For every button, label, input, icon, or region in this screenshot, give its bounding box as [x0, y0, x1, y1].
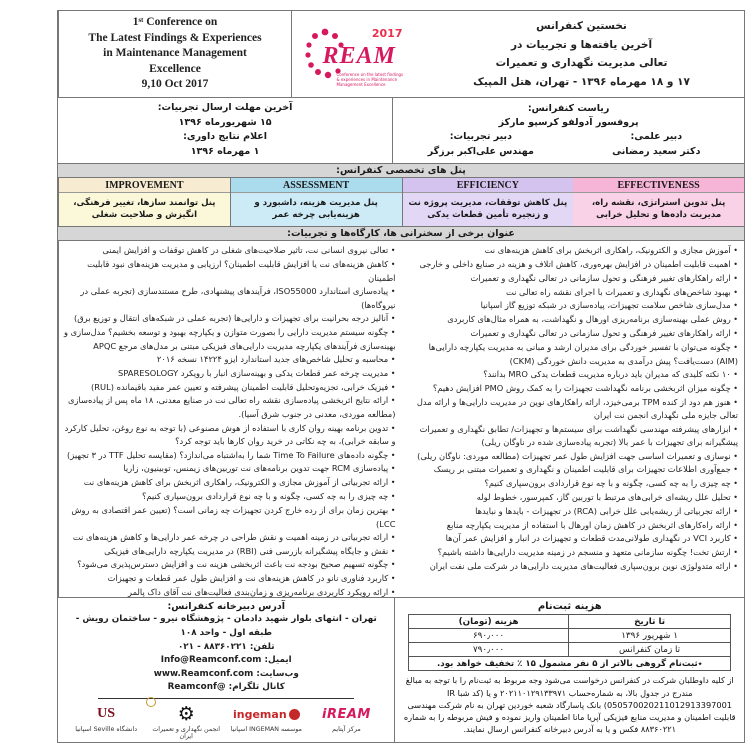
scientific-secretary-name: دکتر سعید رمضانی: [612, 145, 701, 157]
sponsor-logo-icon: iREAM: [322, 706, 371, 722]
registration-fee-cell: [394, 598, 744, 742]
address-line: تهران - انتهای بلوار شهید دادمان - پژوهشگاه نیرو - ساختمان رویش -: [75, 614, 377, 625]
topics-row: [58, 241, 744, 598]
fee-col-date: تا تاریخ: [568, 615, 730, 629]
address-line: وب‌سایت: www.Reamconf.com: [153, 668, 299, 679]
topics-section-header: عنوان برخی از سخنرانی ها، کارگاه‌ها و تجربیات:: [58, 227, 744, 241]
bottom-row: [58, 598, 744, 742]
topic-item: • چه چیزی را به چه کسی، چگونه و با چه نوع قراردادی برون‌سپاری کنیم؟: [63, 490, 396, 504]
secretariat-address-cell: [58, 598, 394, 742]
panels-section-header: پنل های تخصصی کنفرانس:: [58, 164, 744, 178]
topic-item: • تعالی نیروی انسانی نت، تاثیر صلاحیت‌های شغلی در کاهش توقفات و افزایش ایمنی: [63, 244, 396, 258]
panel-description: پنل مدیریت هزینه، داشبورد و هزینه‌یابی چرخه عمر: [231, 193, 402, 227]
topic-item: • هنوز هم دود از کنده TPM برمی‌خیزد، ارائه راهکارهای نوین در مدیریت دارایی‌ها و ارائه مدل تعالی جایزه ملی نگهداری انجمن نت ایران: [406, 396, 739, 423]
sponsor-logo-icon: ⚙: [177, 703, 195, 726]
title-line: آخرین یافته‌ها و تجربیات در: [510, 38, 653, 51]
topic-item: • ارائه راهکارهای تغییر فرهنگی و تحول سازمانی در تعالی نگهداری و تعمیرات: [406, 272, 739, 286]
fees-title: هزینه ثبت‌نام: [537, 601, 602, 613]
fee-col-cost: هزینه (تومان): [409, 615, 569, 629]
sponsor-logos-row: [66, 703, 386, 740]
topic-item: • ارائه رویکرد کاربردی برنامه‌ریزی و زمان‌بندی فعالیت‌های نت آقای داک پالمر: [63, 586, 396, 597]
sponsor-logo-icon: US: [66, 703, 146, 725]
address-line: تلفن: ۸۸۳۶۰۲۲۱ - ۰۲۱: [177, 641, 275, 652]
address-line: ایمیل: Info@Reamconf.com: [160, 655, 292, 666]
topics-right-column: [402, 241, 745, 597]
topic-item: • فیزیک خرابی، تجزیه‌وتحلیل قابلیت اطمینان پیشرفته و تعیین عمر مفید باقیمانده (RUL): [63, 381, 396, 395]
divider: [98, 698, 354, 699]
deadlines-cell: [58, 98, 392, 162]
topic-item: • بهترین زمان برای از رده خارج کردن تجهیزات چه زمانی است؟ (تعیین عمر اقتصادی به روش LCC): [63, 504, 396, 531]
panel-improvement: [58, 178, 230, 227]
chairs-cell: [392, 98, 744, 162]
fee-cost: ۷۹۰٫۰۰۰: [409, 643, 569, 657]
topic-item: • نقش و جایگاه پیشگیرانه بازرسی فنی (RBI) در مدیریت یکپارچه دارایی‌های فیزیکی: [63, 545, 396, 559]
logo-subtitle: Conference on the latest findings & experiences in Maintenance Management Excellence: [336, 71, 404, 87]
title-line: تعالی مدیریت نگهداری و تعمیرات: [495, 57, 668, 70]
topic-item: • ارائه راه‌کارهای اثربخش در کاهش زمان اورهال با استفاده از مدیریت یکپارچه منابع: [406, 519, 739, 533]
header-row: [58, 11, 744, 98]
experience-secretary-name: مهندس علی‌اکبر برزگر: [427, 145, 534, 157]
panel-description: پنل کاهش توقفات، مدیریت پروژه نت و زنجیره تأمین قطعات یدکی: [403, 193, 574, 227]
topic-item: • جمع‌آوری اطلاعات تجهیزات برای قابلیت اطمینان و نگهداری و تعمیرات مبتنی بر ریسک: [406, 463, 739, 477]
topic-item: • ابزارهای پیشرفته مهندسی نگهداشت برای سیستم‌ها و تجهیزات/ تطابق نگهداری و تعمیرات پیشگیرانه برای تجهیزات با عمر بالا (تجربه پیاده‌سازی شده در ناوگان ریلی): [406, 423, 739, 450]
panel-effectiveness: [573, 178, 744, 227]
topic-item: • ارائه راهکارهای تغییر فرهنگی و تحول سازمانی در تعالی نگهداری و تعمیرات: [406, 327, 739, 341]
conference-title-english: [58, 11, 291, 97]
address-title: آدرس دبیرخانه کنفرانس:: [167, 601, 285, 613]
title-line: The Latest Findings & Experiences: [88, 31, 262, 44]
topic-item: • مدیریت چرخه عمر قطعات یدکی و بهینه‌سازی انبار با رویکرد SPARESOLOGY: [63, 367, 396, 381]
topics-left-column: [58, 241, 402, 597]
deadline-label: آخرین مهلت ارسال تجربیات:: [157, 102, 293, 114]
sponsor-name: موسسه INGEMAN اسپانیا: [230, 726, 302, 734]
fee-cost: ۶۹۰٫۰۰۰: [409, 629, 569, 643]
panel-title: EFFECTIVENESS: [573, 178, 744, 193]
table-row: [409, 657, 731, 671]
address-line: کانال تلگرام: @Reamconf: [167, 682, 285, 693]
results-value: ۱ مهرماه ۱۳۹۶: [190, 146, 260, 158]
topic-item: • مدل‌سازی شاخص سلامت تجهیزات، پیاده‌سازی در شبکه توزیع گاز اسپانیا: [406, 299, 739, 313]
topic-item: • روش عملی بهینه‌سازی برنامه‌ریزی اورهال و نگهداشت، به همراه مثال‌های کاربردی: [406, 313, 739, 327]
title-line: 1ˢᵗ Conference on: [132, 16, 218, 29]
topic-item: • نوسازی و تعمیرات اساسی جهت افزایش طول عمر تجهیزات (مطالعه موردی: ناوگان ریلی): [406, 450, 739, 464]
topic-item: • پیاده‌سازی RCM جهت تدوین برنامه‌های نت توربین‌های زیمنس، توبینیون، زاریا: [63, 462, 396, 476]
topic-item: • اهمیت قابلیت اطمینان در افزایش بهره‌وری، کاهش اتلاف و هزینه در صنایع داخلی و خارجی: [406, 258, 739, 272]
title-line: 9,10 Oct 2017: [141, 78, 209, 91]
topic-item: • چگونه می‌توان با تفسیر خوردگی برای مدیران ارشد و مبانی به مدیریت یکپارچه دارایی‌ها (AIM) دست‌یافت؟ پیش درآمدی به مدیریت دانش خوردگی (CKM): [406, 341, 739, 368]
fee-date: ۱ شهریور ۱۳۹۶: [568, 629, 730, 643]
sponsor-name: دانشگاه Seville اسپانیا: [75, 726, 137, 734]
topic-item: • آموزش مجازی و الکترونیک، راهکاری اثربخش برای کاهش هزینه‌های نت: [406, 244, 739, 258]
topic-item: • کاربرد VCI در نگهداری طولانی‌مدت قطعات و تجهیزات در انبار و افزایش عمر آن‌ها: [406, 532, 739, 546]
conference-poster: [57, 10, 745, 743]
panel-title: ASSESSMENT: [231, 178, 402, 193]
topic-item: • ارائه نتایج اثربخشی پیاده‌سازی نقشه راه تعالی نت در صنایع معدنی، ۱۸ ماه پس از پیاده‌سازی (مطالعه موردی، معدنی در جنوب شرق آسیا).: [63, 394, 396, 421]
sponsor-name: مرکز آپتایم: [332, 726, 361, 734]
scientific-secretary-label: دبیر علمی:: [630, 131, 683, 143]
topic-item: • کاربرد فناوری نانو در کاهش هزینه‌های نت و افزایش طول عمر قطعات و تجهیزات: [63, 572, 396, 586]
topic-item: • محاسبه و تحلیل شاخص‌های جدید استاندارد ایزو ۱۴۲۲۴ نسخه ۲۰۱۶: [63, 353, 396, 367]
table-row: [409, 643, 731, 657]
sponsor-logo-icon: ingeman: [226, 703, 306, 725]
panel-title: EFFICIENCY: [403, 178, 574, 193]
topic-item: • چه چیزی را به چه کسی، چگونه و با چه نوع قراردادی برون‌سپاری کنیم؟: [406, 477, 739, 491]
sponsor-1: [306, 703, 386, 733]
title-line: ۱۷ و ۱۸ مهرماه ۱۳۹۶ - تهران، هتل المپیک: [473, 75, 690, 88]
panel-assessment: [230, 178, 402, 227]
panel-title: IMPROVEMENT: [59, 178, 230, 193]
logo-cell: [291, 11, 419, 97]
table-row: [409, 629, 731, 643]
info-row: [58, 98, 744, 163]
topic-item: • ارائه تجربیاتی در زمینه اهمیت و نقش طراحی در چرخه عمر دارایی‌ها و کاهش هزینه‌های نت: [63, 531, 396, 545]
sponsor-name: انجمن نگهداری و تعمیرات ایران: [152, 726, 221, 741]
sponsor-4: [66, 703, 146, 733]
ream-logo-icon: [303, 21, 409, 87]
president-name: پروفسور آدولفو کرسپو مارکز: [498, 117, 639, 129]
topic-item: • تدوین برنامه بهینه روان کاری با استفاده از هوش مصنوعی (با توجه به نوع روغن، تحلیل کارکرد و سابقه خرابی)، به چه نکاتی در خرید روان کارها باید توجه کرد؟: [63, 422, 396, 449]
fee-table: [408, 614, 731, 671]
topic-item: • چگونه داده‌های Time To Failure شما را به‌اشتباه می‌اندازد؟ (مقایسه تحلیل TTF در ۳ تجهیز): [63, 449, 396, 463]
address-line: طبقه اول - واحد ۱۰۸: [180, 627, 273, 638]
topic-item: • پیاده‌سازی استاندارد ISO55000، فرآیندهای پیشنهادی، طرح مستندسازی (تجربه عملی در نیروگاه‌ها): [63, 285, 396, 312]
group-discount-note: ٭ثبت‌نام گروهی بالاتر از ۵ نفر مشمول ۱۵ ٪ تخفیف خواهد بود.: [409, 657, 731, 671]
fee-date: تا زمان کنفرانس: [568, 643, 730, 657]
conference-title-persian: [419, 11, 744, 97]
deadline-value: ۱۵ شهریورماه ۱۳۹۶: [178, 116, 272, 128]
topic-item: • کاهش هزینه‌های نت یا افزایش قابلیت اطمینان؟ ارزیابی و مدیریت هزینه‌های نبود قابلیت اطمینان: [63, 258, 396, 285]
president-label: ریاست کنفرانس:: [527, 102, 610, 114]
topic-item: • تحلیل علل ریشه‌ای خرابی‌های مرتبط با توربین گاز، کمپرسور، خطوط لوله: [406, 491, 739, 505]
topic-item: • ارائه تجربیاتی از ریشه‌یابی علل خرابی (RCA) در تجهیزات - بایدها و نبایدها: [406, 505, 739, 519]
topic-item: • ارتش تخت! چگونه سازمانی متعهد و منسجم در زمینه مدیریت دارایی‌ها داشته باشیم؟: [406, 546, 739, 560]
topic-item: • آنالیز درجه بحرانیت برای تجهیزات و دارایی‌ها (تجربه عملی در شبکه‌های انتقال و توزیع برق): [63, 312, 396, 326]
topic-item: • چگونه سیستم مدیریت دارایی را بصورت متوازن و یکپارچه بهبود و توسعه بخشیم؟ مدل‌سازی و بهینه‌سازی فرآیندهای یکپارچه مدیریت دارایی‌های فیزیکی مبتنی بر مدل‌های مرجع APQC: [63, 326, 396, 353]
title-line: in Maintenance Management: [103, 47, 247, 60]
topic-item: • چگونه تسهیم صحیح بودجه نت باعث اثربخشی هزینه نت و افزایش دسترس‌پذیری می‌شود؟: [63, 558, 396, 572]
topic-item: • ارائه متدولوژی نوین برون‌سپاری فعالیت‌های مدیریت دارایی‌ها در شرکت ملی نفت ایران: [406, 560, 739, 574]
payment-instructions: از کلیه داوطلبان شرکت در کنفرانس درخواست می‌شود وجه مربوط به ثبت‌نام را با توجه به مبالغ مندرج در جدول بالا، به شماره‌حساب ۲۰۲۱۱۰۱۲۹۱۳۳۹۷۱ و یا (کد شبا IR 050570020211012913397001) بانک پاسارگاد شعبه خوردین تهران به نام شرکت مهندسی قابلیت اطمینان و مدیریت منابع فیزیکی آپریا مانا اطمینان واریز نموده و فیش مربوطه را به شماره ۸۸۳۶۰۲۲۱ فکس و یا به آدرس دبیرخانه کنفرانس ارسال نمایند.: [403, 675, 736, 735]
panels-row: [58, 178, 744, 228]
topic-item: • بهبود شاخص‌های نگهداری و تعمیرات با اجرای نقشه راه تعالی نت: [406, 286, 739, 300]
panel-efficiency: [402, 178, 574, 227]
topic-item: • چگونه میزان اثربخشی برنامه نگهداشت تجهیزات را به کمک روش PMO افزایش دهیم؟: [406, 382, 739, 396]
topic-item: • ارائه تجربیاتی از آموزش مجازی و الکترونیک، راهکاری اثربخش برای کاهش هزینه‌های نت: [63, 476, 396, 490]
topic-item: • ۱۰ نکته کلیدی که مدیران باید درباره مدیریت قطعات یدکی MRO بدانند؟: [406, 368, 739, 382]
results-label: اعلام نتایج داوری:: [183, 131, 268, 143]
title-line: نخستین کنفرانس: [536, 20, 627, 33]
panel-description: پنل توانمند سازها، تغییر فرهنگی، انگیزش و صلاحیت شغلی: [59, 193, 230, 227]
ream-wordmark: REAM: [322, 43, 396, 70]
sponsor-3: [146, 703, 226, 740]
logo-year: 2017: [371, 27, 403, 41]
panel-description: پنل تدوین استراتژی، نقشه راه، مدیریت داده‌ها و تحلیل خرابی: [573, 193, 744, 227]
title-line: Excellence: [149, 62, 201, 75]
sponsor-2: [226, 703, 306, 733]
address-lines: [66, 613, 386, 695]
experience-secretary-label: دبیر تجربیات:: [449, 131, 512, 143]
